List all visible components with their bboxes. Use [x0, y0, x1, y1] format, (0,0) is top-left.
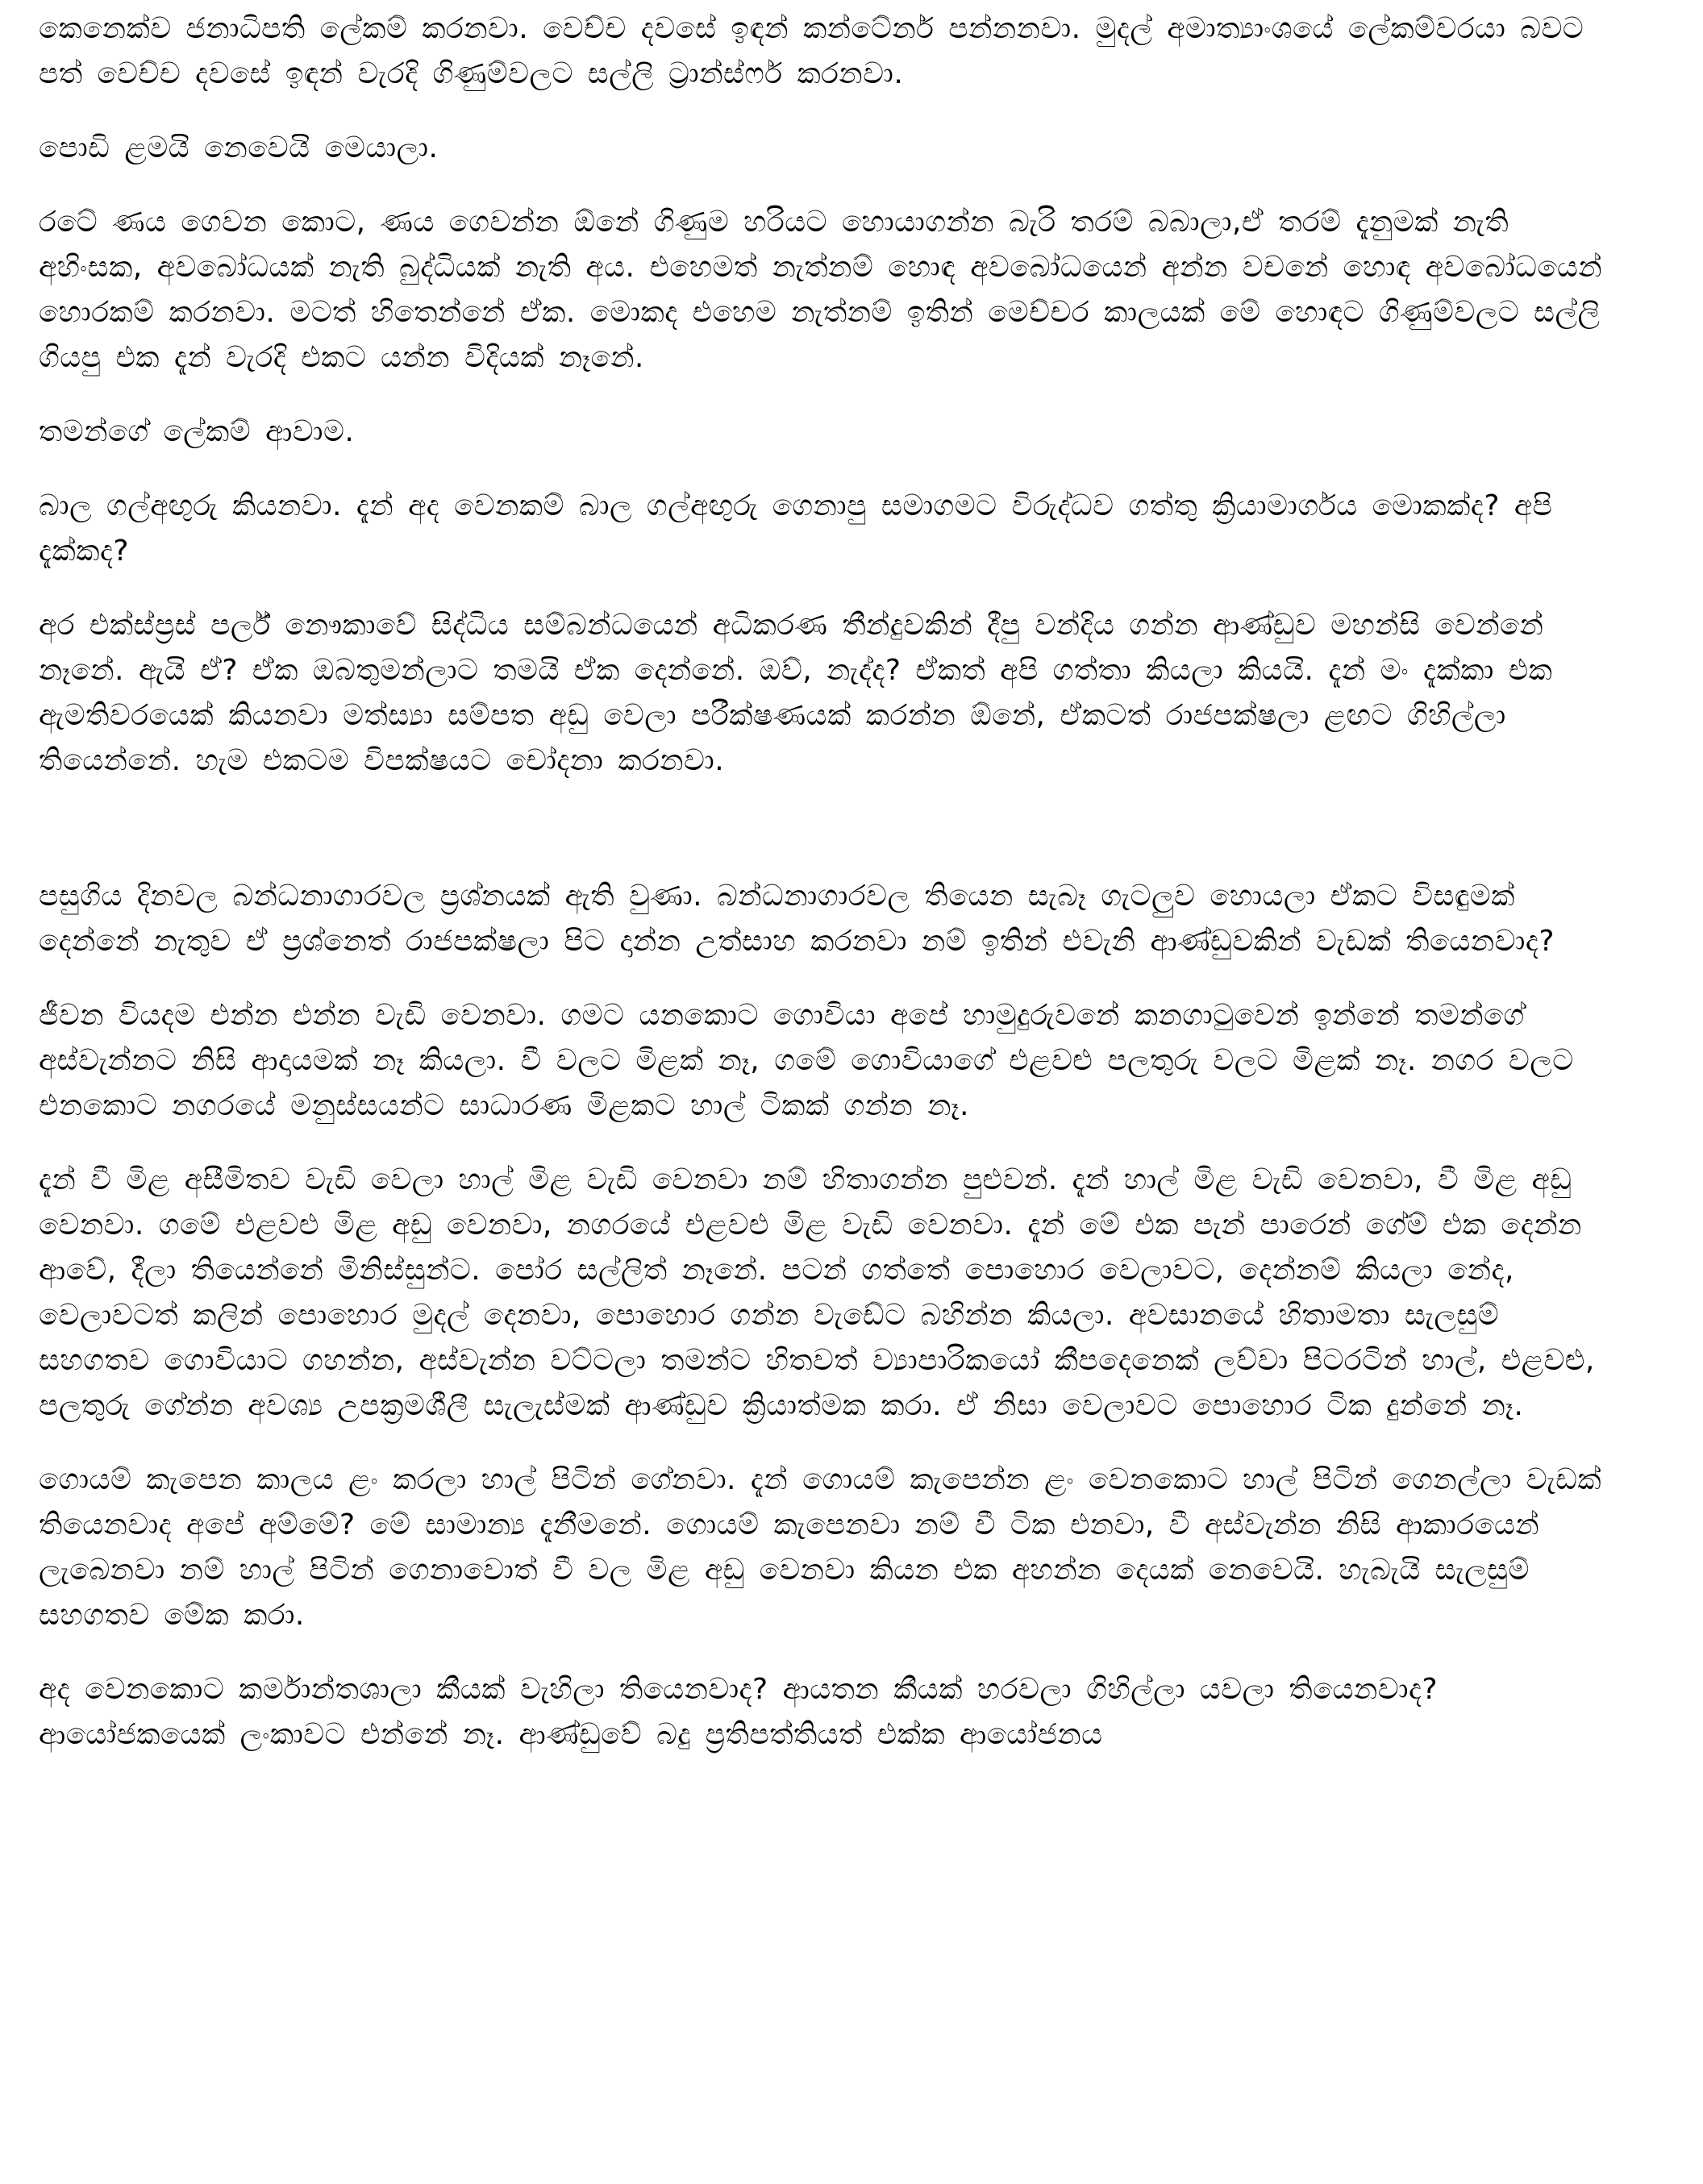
- paragraph-factories-investors: අද වෙනකොට කර්මාන්තශාලා කීයක් වැහිලා තියෙනවාද? ආයතන කීයක් හරවලා ගිහිල්ලා යවලා තියෙනවාද? ආයෝජකයෙක් ලංකාවට එන්නේ නෑ. ආණ්ඩුවේ බදු ප්‍රතිපත්තියත් එක්ක ආයෝජනය: [39, 1673, 1439, 1751]
- paragraph-prisons: පසුගිය දිනවල බන්ධනාගාරවල ප්‍රශ්නයක් ඇති වුණා. බන්ධනාගාරවල තියෙන සැබෑ ගැටලුව හොයලා ඒකට විසඳුමක් දෙන්නේ නැතුව ඒ ප්‍රශ්නෙත් රාජපක්ෂලා පිට දාන්න උත්සාහ කරනවා නම් ඉතින් එවැනි ආණ්ඩුවකින් වැඩක් තියෙනවාද?: [39, 880, 1555, 958]
- paragraph-own-secretary: තමන්ගේ ලේකම් ආවාම.: [39, 415, 355, 448]
- paragraph-substandard-coal: බාල ගල්අඟුරු කියනවා. දැන් අද වෙනකම් බාල ගල්අඟුරු ගෙනාපු සමාගමට විරුද්ධව ගත්තු ක්‍රියාමාර්ගය මොකක්ද? අපි දැක්කද?: [39, 489, 1553, 568]
- paragraph-not-children: පොඩි ළමයි නෙවෙයි මෙයාලා.: [39, 131, 439, 164]
- paragraph-express-pearl: අර එක්ස්ප්‍රස් පර්ල් නෞකාවේ සිද්ධිය සම්බන්ධයෙන් අධිකරණ තීන්දුවකින් දීපු වන්දිය ගන්න ආණ්ඩුව මහන්සි වෙන්නේ නෑනේ. ඇයි ඒ? ඒක ඔබතුමන්ලාට තමයි ඒක දෙන්නේ. ඔව්, නැද්ද? ඒකත් අපි ගත්තා කියලා කියයි. දැන් මං දැක්කා එක ඇමතිවරයෙක් කියනවා මත්ස්‍යා සම්පත අඩු වෙලා පරීක්ෂණයක් කරන්න ඕනේ, ඒකටත් රාජපක්ෂලා ළඟට ගිහිල්ලා තියෙන්නේ. හැම එකටම විපක්ෂයට චෝදනා කරනවා.: [39, 609, 1553, 777]
- document-body: [39, 6, 1619, 1787]
- paragraph-cost-of-living: ජීවන වියදම එන්න එන්න වැඩි වෙනවා. ගමට යනකොට ගොවියා අපේ හාමුදුරුවනේ කනගාටුවෙන් ඉන්නේ තමන්ගේ අස්වැන්නට නිසි ආදායමක් නෑ කියලා. වී වලට මිළක් නෑ, ගමේ ගොවියාගේ එළවළු පලතුරු වලට මිළක් නෑ. නගර වලට එනකොට නගරයේ මනුස්සයන්ට සාධාරණ මිළකට හාල් ටිකක් ගන්න නෑ.: [39, 999, 1574, 1122]
- paragraph-debt-payment: රටේ ණය ගෙවන කොට, ණය ගෙවන්න ඕනේ ගිණුම හරියට හොයාගන්න බැරි තරම් බබාලා,ඒ තරම් දැනුමක් නැති අහිංසක, අවබෝධයක් නැති බුද්ධියක් නැති අය. එහෙමත් නැත්නම් හොඳ අවබෝධයෙන් අන්න වචනේ හොඳ අවබෝධයෙන් හොරකම් කරනවා. මටත් හිතෙන්නේ ඒක. මොකද එහෙම නැත්නම් ඉතින් මෙච්චර කාලයක් මේ හොඳට ගිණුම්වලට සල්ලි ගියපු එක දැන් වැරදි එකට යන්න විදියක් නෑනේ.: [39, 206, 1603, 374]
- paragraph-secretary-appointments: කෙනෙක්ව ජනාධිපති ලේකම් කරනවා. වෙච්ච දවසේ ඉඳන් කන්ටේනර් පන්නනවා. මුදල් අමාත්‍යාංශයේ ලේකම්වරයා බවට පත් වෙච්ච දවසේ ඉඳන් වැරදි ගිණුම්වලට සල්ලි ට්‍රාන්ස්ෆර් කරනවා.: [39, 12, 1584, 90]
- paragraph-rice-prices: දැන් වී මිළ අසීමිතව වැඩි වෙලා හාල් මිළ වැඩි වෙනවා නම් හිතාගන්න පුළුවන්. දැන් හාල් මිළ වැඩි වෙනවා, වී මිළ අඩු වෙනවා. ගමේ එළවළු මිළ අඩු වෙනවා, නගරයේ එළවළු මිළ වැඩි වෙනවා. දැන් මේ එක පැන් පාරෙන් ගේම් එක දෙන්න ආවේ, දීලා තියෙන්නේ මිනිස්සුන්ට. පෝර සල්ලිත් නෑනේ. පටන් ගත්තේ පොහොර වෙලාවට, දෙන්නම් කියලා නේද, වෙලාවටත් කලින් පොහොර මුදල් දෙනවා, පොහොර ගන්න වැඩේට බහින්න කියලා. අවසානයේ හිතාමතා සැලසුම් සහගතව ගොවියාට ගහන්න, අස්වැන්න වට්ටලා තමන්ට හිතවත් ව්‍යාපාරිකයෝ කීපදෙනෙක් ලව්වා පිටරටින් හාල්, එළවළු, පලතුරු ගේන්න අවශ්‍ය උපක්‍රමශීලී සැලැස්මක් ආණ්ඩුව ක්‍රියාත්මක කරා. ඒ නිසා වෙලාවට පොහොර ටික දුන්නේ නෑ.: [39, 1163, 1595, 1422]
- paragraph-harvest-imports: ගොයම් කැපෙන කාලය ළං කරලා හාල් පිටින් ගේනවා. දැන් ගොයම් කැපෙන්න ළං වෙනකොට හාල් පිටින් ගෙනල්ලා වැඩක් තියෙනවාද අපේ අම්මේ? මේ සාමාන්‍ය දැනීමනේ. ගොයම් කැපෙනවා නම් වී ටික එනවා, වී අස්වැන්න නිසි ආකාරයෙන් ලැබෙනවා නම් හාල් පිටින් ගෙනාවොත් වී වල මිළ අඩු වෙනවා කියන එක අහන්න දෙයක් නෙවෙයි. හැබැයි සැලසුම් සහගතව මේක කරා.: [39, 1463, 1602, 1632]
